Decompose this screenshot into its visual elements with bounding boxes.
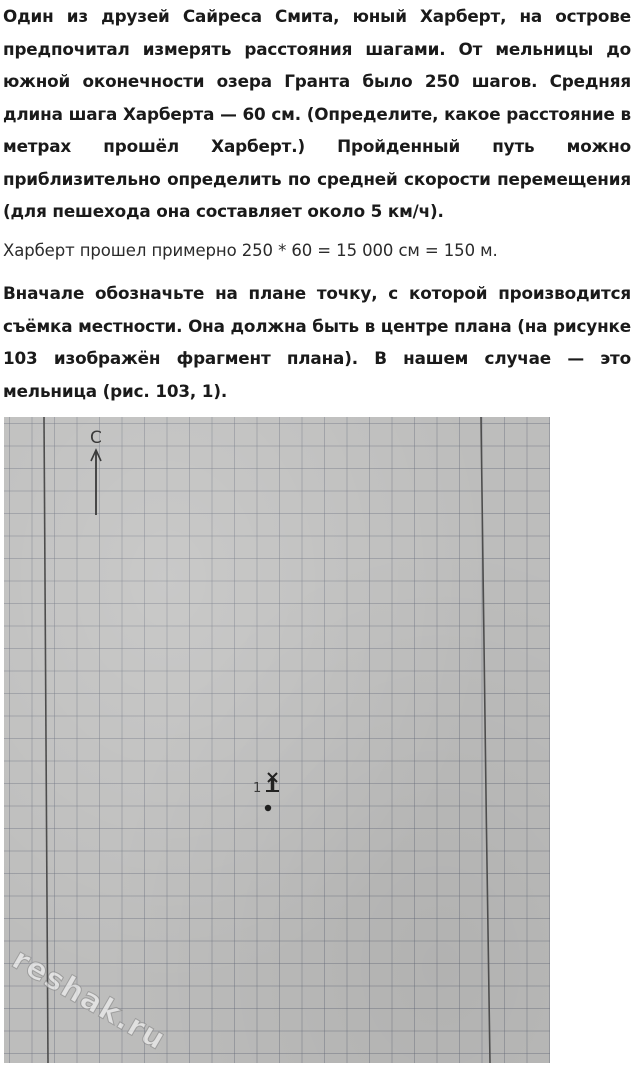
mill-symbol-icon (266, 773, 279, 791)
task-paragraph: Один из друзей Сайреса Смита, юный Харберт, на острове предпочитал измерять расстояния шагами. От мельницы до южной оконечности озера Гранта было 250 шагов. Средняя длина шага Харберта — 60 см. (Определите, какое расстояние в метрах прошёл Харберт.) Пройденный путь можно приблизительно определить по средней скорости перемещения (для пешехода она составляет около 5 км/ч). (3, 6, 631, 221)
north-label: С (90, 428, 102, 448)
plan-photo (4, 417, 550, 1063)
answer-paragraph: Харберт прошел примерно 250 * 60 = 15 000 см = 150 м. (3, 241, 498, 260)
point-label: 1 (253, 781, 262, 796)
survey-point-icon (265, 805, 271, 811)
instruction-paragraph: Вначале обозначьте на плане точку, с которой производится съёмка местности. Она должна быть в центре плана (на рисунке 103 изображён фрагмент плана). В нашем случае — это мельница (рис. 103, 1). (3, 283, 631, 401)
north-arrow-icon (91, 450, 101, 515)
plan-right-border (481, 417, 490, 1063)
watermark-text: reshak.ru (6, 941, 172, 1058)
